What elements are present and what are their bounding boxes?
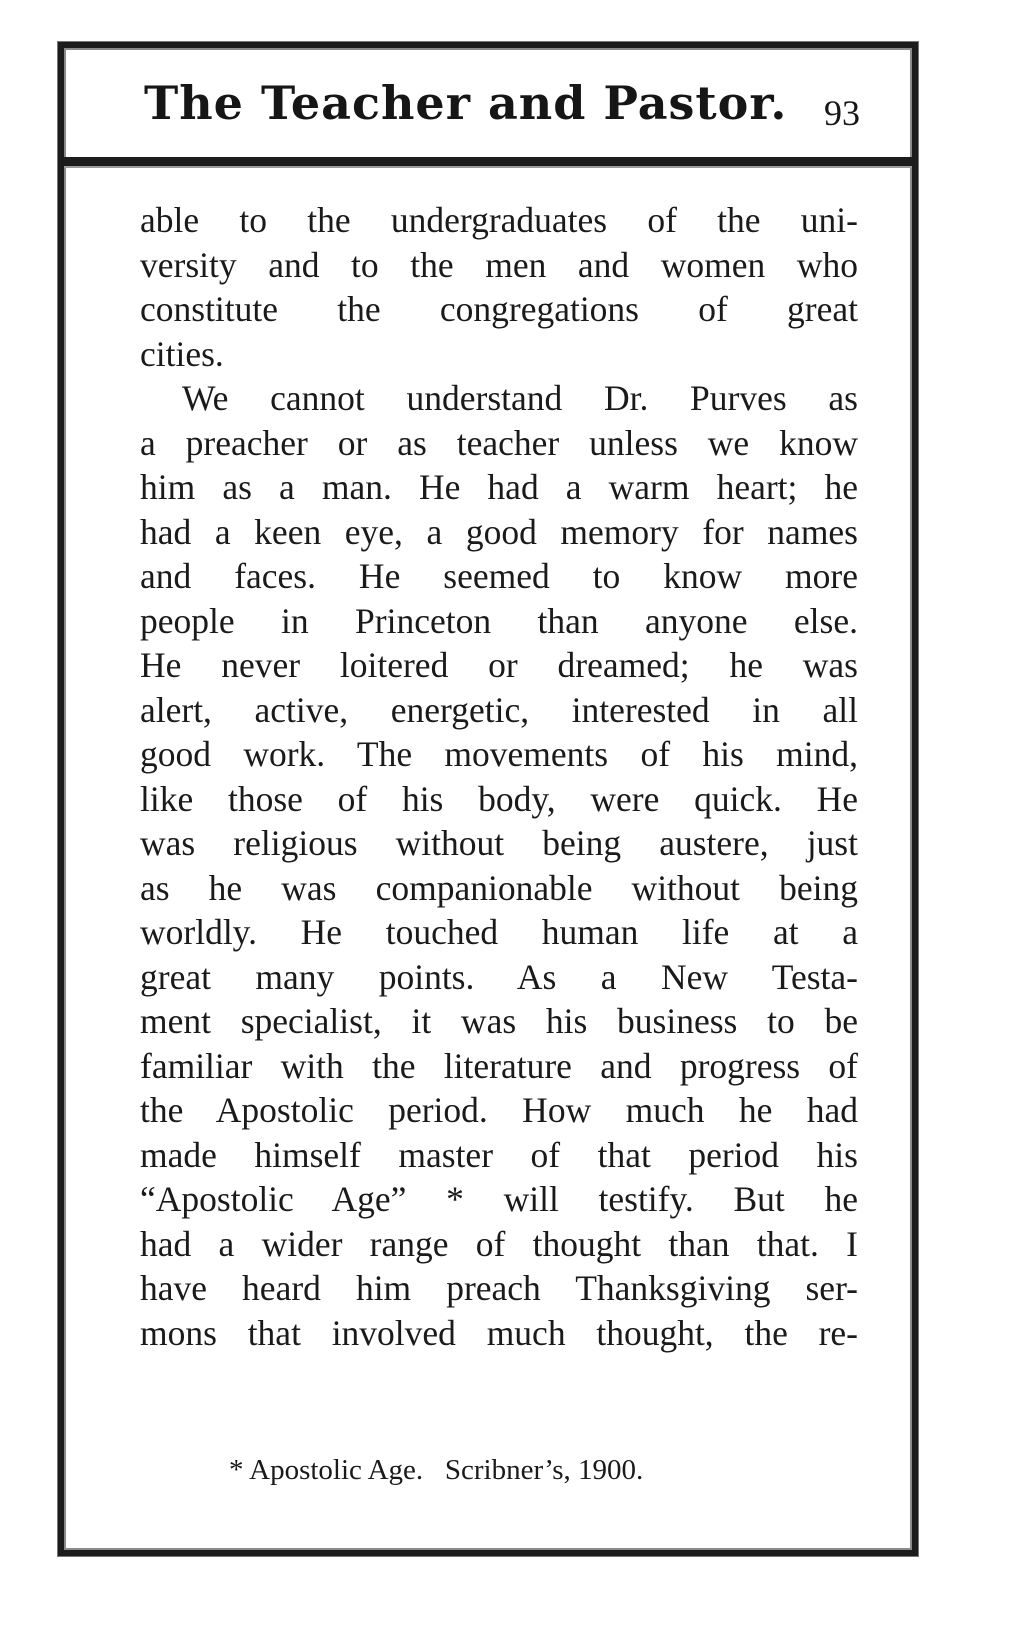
- text-line: mons that involved much thought, the re-: [140, 1312, 858, 1353]
- header-title: The Teacher and Pastor.: [144, 76, 788, 130]
- text-line: good work. The movements of his mind,: [140, 734, 858, 774]
- text-line: worldly. He touched human life at a: [140, 912, 858, 952]
- text-line: ment specialist, it was his business to be: [140, 1001, 858, 1041]
- body-text: [140, 198, 858, 1355]
- text-line: familiar with the literature and progress of: [140, 1045, 858, 1086]
- text-line: the Apostolic period. How much he had: [140, 1090, 858, 1130]
- text-line: He never loitered or dreamed; he was: [140, 645, 858, 685]
- text-line: “Apostolic Age” * will testify. But he: [140, 1179, 858, 1219]
- text-line: able to the undergraduates of the uni-: [140, 200, 858, 240]
- text-line: as he was companionable without being: [140, 867, 858, 908]
- text-line: We cannot understand Dr. Purves as: [182, 378, 858, 418]
- page-number: 93: [824, 93, 860, 133]
- text-line: have heard him preach Thanksgiving ser-: [140, 1268, 858, 1308]
- text-line: constitute the congregations of great: [140, 289, 858, 329]
- running-header: [64, 48, 912, 166]
- text-line: a preacher or as teacher unless we know: [140, 422, 858, 463]
- text-line: alert, active, energetic, interested in all: [140, 689, 858, 730]
- text-line: like those of his body, were quick. He: [140, 778, 858, 819]
- text-line: and faces. He seemed to know more: [140, 556, 858, 596]
- footnote: * Apostolic Age. Scribner’s, 1900.: [229, 1454, 644, 1486]
- text-line: was religious without being austere, just: [140, 823, 858, 863]
- text-line: great many points. As a New Testa-: [140, 956, 858, 997]
- text-line: had a wider range of thought than that. I: [140, 1223, 858, 1264]
- text-line: cities.: [140, 333, 224, 374]
- text-line: people in Princeton than anyone else.: [140, 600, 858, 641]
- text-line: versity and to the men and women who: [140, 244, 858, 285]
- page-border: [58, 42, 918, 1556]
- text-line: him as a man. He had a warm heart; he: [140, 467, 858, 507]
- text-line: made himself master of that period his: [140, 1134, 858, 1175]
- text-line: had a keen eye, a good memory for names: [140, 511, 858, 552]
